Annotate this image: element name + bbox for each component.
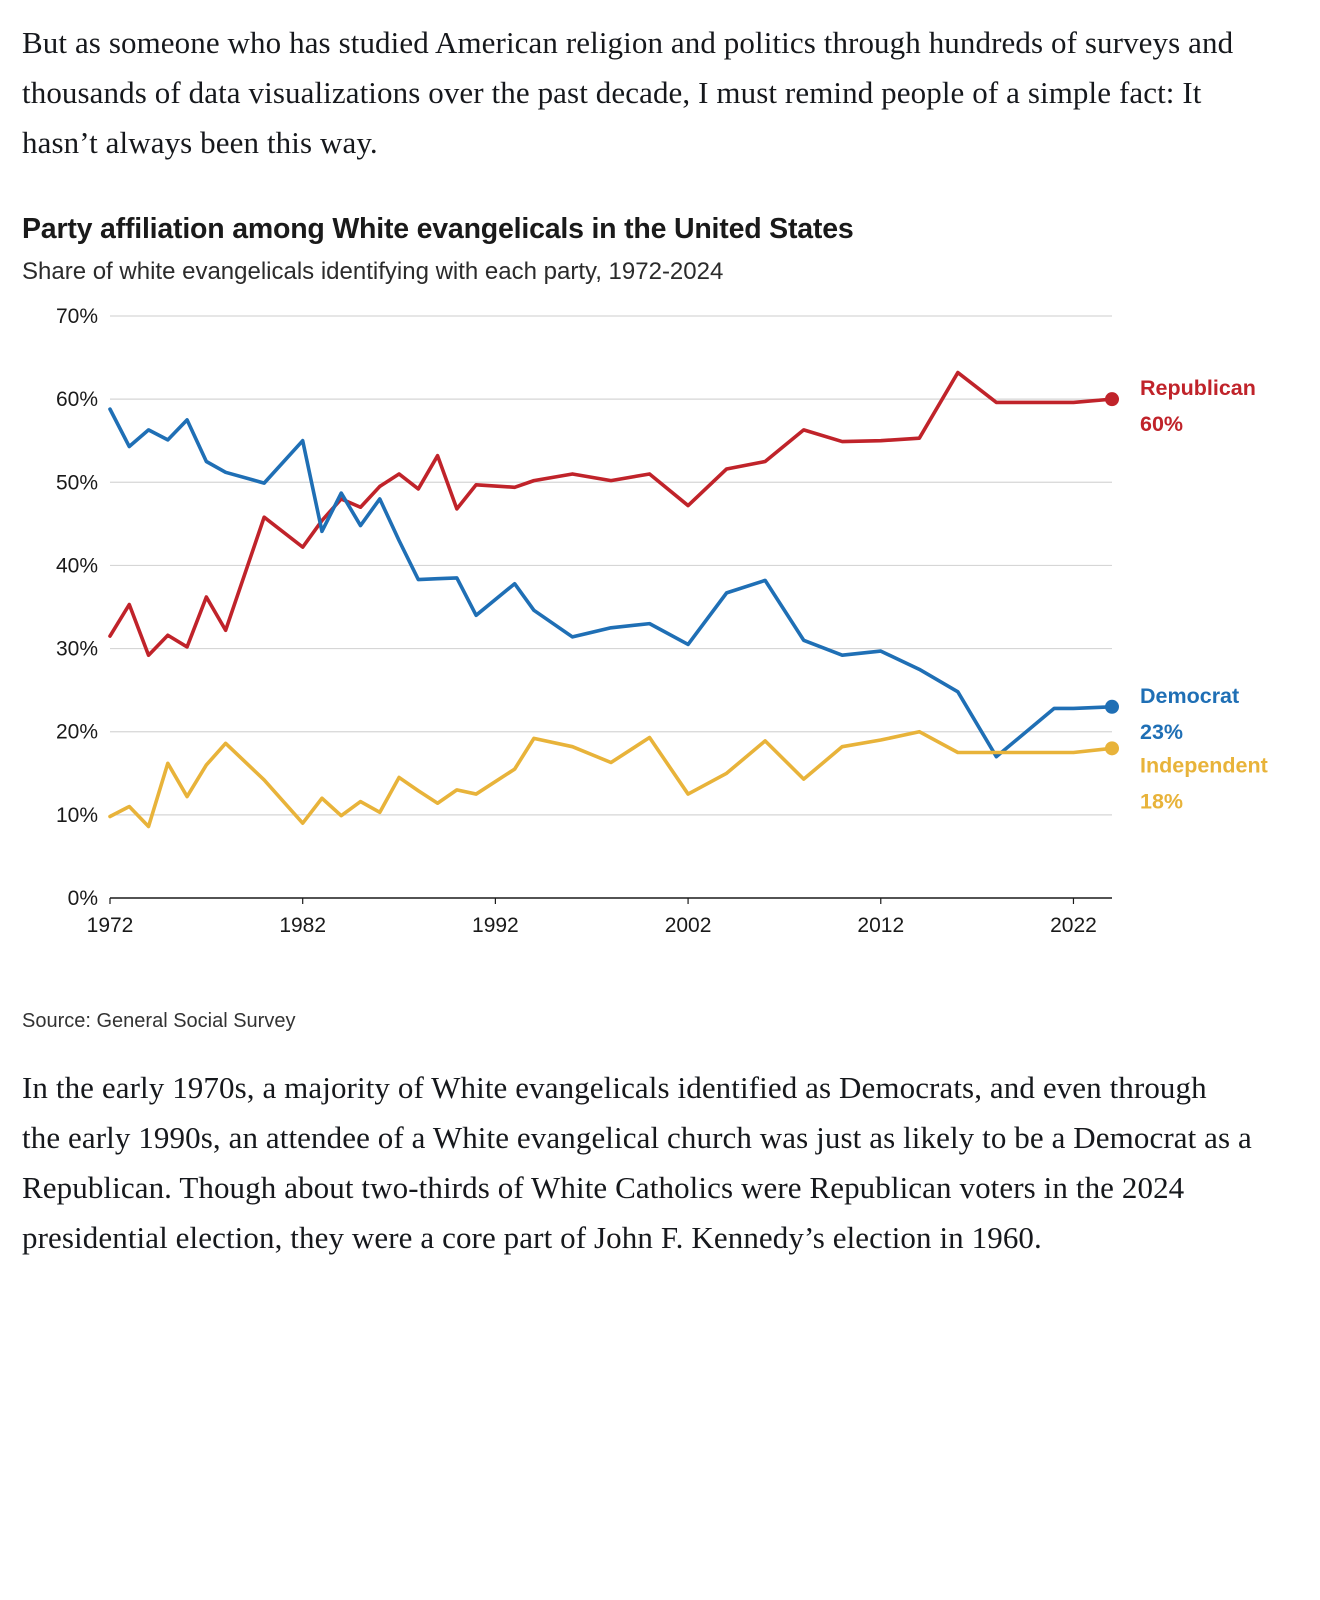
- y-axis-tick-label: 60%: [55, 387, 98, 411]
- legend-value-republican: 60%: [1140, 411, 1184, 436]
- y-axis-tick-label: 10%: [55, 803, 98, 827]
- series-line-democrat: [110, 409, 1112, 757]
- x-axis-tick-label: 1982: [279, 913, 327, 937]
- line-chart-svg: [22, 300, 1302, 960]
- x-axis-tick-label: 2012: [857, 913, 905, 937]
- chart-subtitle: Share of white evangelicals identifying with each party, 1972-2024: [22, 257, 724, 285]
- chart-source: Source: General Social Survey: [22, 1009, 296, 1032]
- legend-label-republican: Republican: [1140, 375, 1256, 400]
- x-axis-tick-label: 1972: [86, 913, 134, 937]
- paragraph-above-chart: But as someone who has studied American religion and politics through hundreds of surveys and thousands of data visualizations over the past decade, I must remind people of a simple fact: It hasn’t always been this way.: [22, 25, 1234, 161]
- series-line-republican: [110, 372, 1112, 655]
- x-axis-tick-label: 2002: [664, 913, 712, 937]
- legend-label-democrat: Democrat: [1140, 683, 1240, 708]
- y-axis-tick-label: 30%: [55, 637, 98, 661]
- paragraph-below-chart: In the early 1970s, a majority of White evangelicals identified as Democrats, and even through the early 1990s, an attendee of a White evangelical church was just as likely to be a Democrat as a Republican. Though about two-thirds of White Catholics were Republican voters in the 2024 presidential election, they were a core part of John F. Kennedy’s election in 1960.: [22, 1069, 1252, 1256]
- chart-figure: [22, 213, 1298, 1033]
- y-axis-tick-label: 70%: [55, 304, 98, 328]
- chart-title: Party affiliation among White evangelicals in the United States: [22, 212, 854, 245]
- series-endpoint-independent: [1105, 741, 1119, 755]
- y-axis-tick-label: 20%: [55, 720, 98, 744]
- x-axis-tick-label: 1992: [472, 913, 519, 937]
- series-endpoint-democrat: [1105, 699, 1119, 713]
- x-axis-tick-label: 2022: [1050, 913, 1097, 937]
- series-line-independent: [110, 731, 1112, 826]
- legend-value-democrat: 23%: [1140, 719, 1184, 744]
- y-axis-tick-label: 50%: [55, 470, 98, 494]
- y-axis-tick-label: 40%: [55, 554, 98, 578]
- y-axis-tick-label: 0%: [67, 886, 98, 910]
- legend-label-independent: Independent: [1140, 752, 1268, 777]
- series-endpoint-republican: [1105, 392, 1119, 406]
- chart-plot-area: [22, 300, 1302, 1000]
- legend-value-independent: 18%: [1140, 788, 1184, 813]
